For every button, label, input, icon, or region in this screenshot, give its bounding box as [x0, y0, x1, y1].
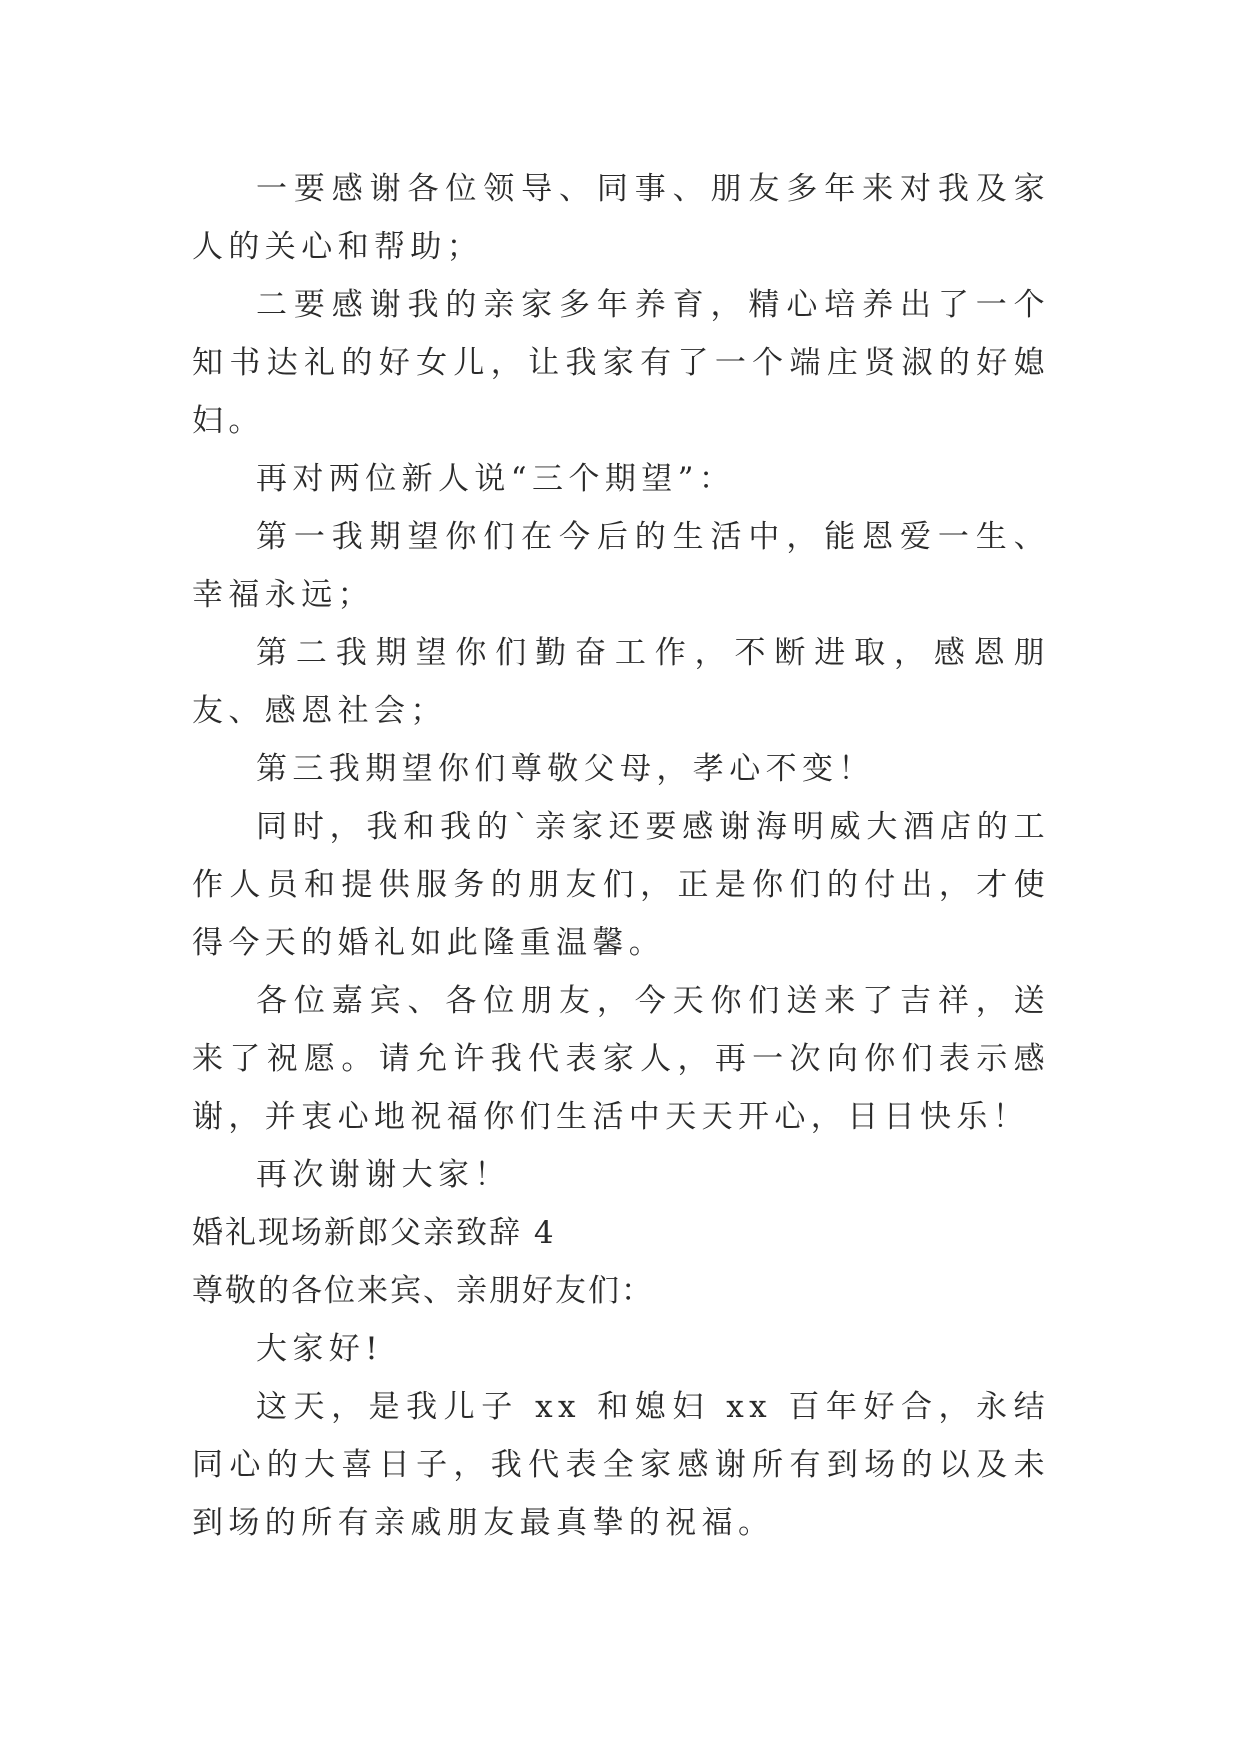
paragraph: 第三我期望你们尊敬父母，孝心不变！: [256, 751, 875, 787]
document-body: [192, 160, 1050, 1552]
paragraph: 大家好!: [256, 1331, 384, 1367]
paragraph: 一要感谢各位领导、同事、朋友多年来对我及家人的关心和帮助；: [192, 171, 1050, 265]
paragraph: 再对两位新人说“三个期望”：: [256, 461, 736, 497]
paragraph: 二要感谢我的亲家多年养育，精心培养出了一个知书达礼的好女儿，让我家有了一个端庄贤淑的好媳妇。: [192, 287, 1050, 439]
section-heading: 婚礼现场新郎父亲致辞 4: [192, 1215, 556, 1251]
paragraph: 第二我期望你们勤奋工作，不断进取，感恩朋友、感恩社会；: [192, 635, 1050, 729]
paragraph: 各位嘉宾、各位朋友，今天你们送来了吉祥，送来了祝愿。请允许我代表家人，再一次向你们表示感谢，并衷心地祝福你们生活中天天开心，日日快乐！: [192, 983, 1050, 1135]
paragraph: 再次谢谢大家！: [256, 1157, 511, 1193]
salutation: 尊敬的各位来宾、亲朋好友们：: [192, 1273, 654, 1309]
paragraph: 这天，是我儿子 xx 和媳妇 xx 百年好合，永结同心的大喜日子，我代表全家感谢所有到场的以及未到场的所有亲戚朋友最真挚的祝福。: [192, 1389, 1050, 1541]
paragraph: 第一我期望你们在今后的生活中，能恩爱一生、幸福永远；: [192, 519, 1050, 613]
paragraph: 同时，我和我的`亲家还要感谢海明威大酒店的工作人员和提供服务的朋友们，正是你们的付出，才使得今天的婚礼如此隆重温馨。: [192, 809, 1050, 961]
